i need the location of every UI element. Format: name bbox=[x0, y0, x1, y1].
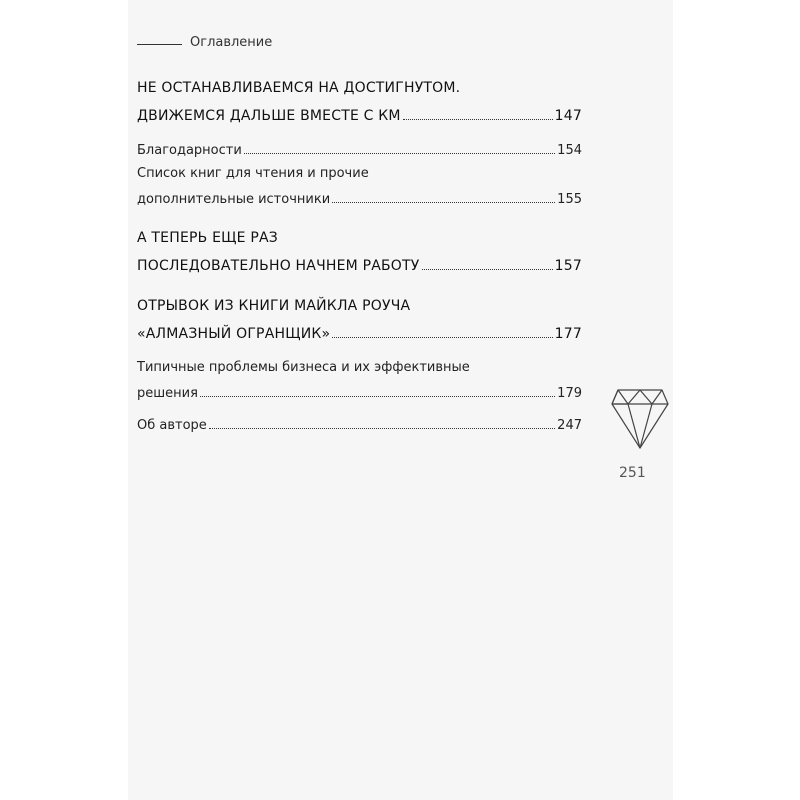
page-ref: 179 bbox=[557, 386, 582, 401]
page-ref: 155 bbox=[557, 192, 582, 207]
dot-leader bbox=[332, 337, 552, 338]
dot-leader bbox=[422, 269, 553, 270]
diamond-icon bbox=[610, 382, 670, 454]
toc-entry[interactable]: ПОСЛЕДОВАТЕЛЬНО НАЧНЕМ РАБОТУ 157 bbox=[137, 258, 582, 274]
running-header bbox=[137, 35, 272, 50]
header-title: Оглавление bbox=[190, 35, 273, 50]
toc-line: Список книг для чтения и прочие bbox=[137, 166, 369, 181]
dot-leader bbox=[244, 153, 555, 154]
page-number: 251 bbox=[619, 465, 646, 481]
dot-leader bbox=[332, 202, 555, 203]
toc-entry[interactable]: Благодарности 154 bbox=[137, 143, 582, 158]
toc-entry[interactable]: решения 179 bbox=[137, 386, 582, 401]
dot-leader bbox=[200, 396, 555, 397]
page-ref: 247 bbox=[557, 418, 582, 433]
toc-entry[interactable]: Об авторе 247 bbox=[137, 418, 582, 433]
toc-line: А ТЕПЕРЬ ЕЩЕ РАЗ bbox=[137, 230, 278, 246]
toc-entry[interactable]: дополнительные источники 155 bbox=[137, 192, 582, 207]
page-ref: 154 bbox=[557, 143, 582, 158]
toc-line: ОТРЫВОК ИЗ КНИГИ МАЙКЛА РОУЧА bbox=[137, 298, 411, 314]
dot-leader bbox=[403, 119, 553, 120]
toc-line: Типичные проблемы бизнеса и их эффективные bbox=[137, 360, 470, 375]
header-rule bbox=[137, 44, 182, 45]
page-ref: 157 bbox=[554, 258, 582, 274]
toc-entry[interactable]: ДВИЖЕМСЯ ДАЛЬШЕ ВМЕСТЕ С КМ 147 bbox=[137, 108, 582, 124]
toc-entry[interactable]: «АЛМАЗНЫЙ ОГРАНЩИК» 177 bbox=[137, 326, 582, 342]
toc-line: НЕ ОСТАНАВЛИВАЕМСЯ НА ДОСТИГНУТОМ. bbox=[137, 80, 461, 96]
page-ref: 147 bbox=[554, 108, 582, 124]
page-ref: 177 bbox=[554, 326, 582, 342]
dot-leader bbox=[209, 428, 555, 429]
